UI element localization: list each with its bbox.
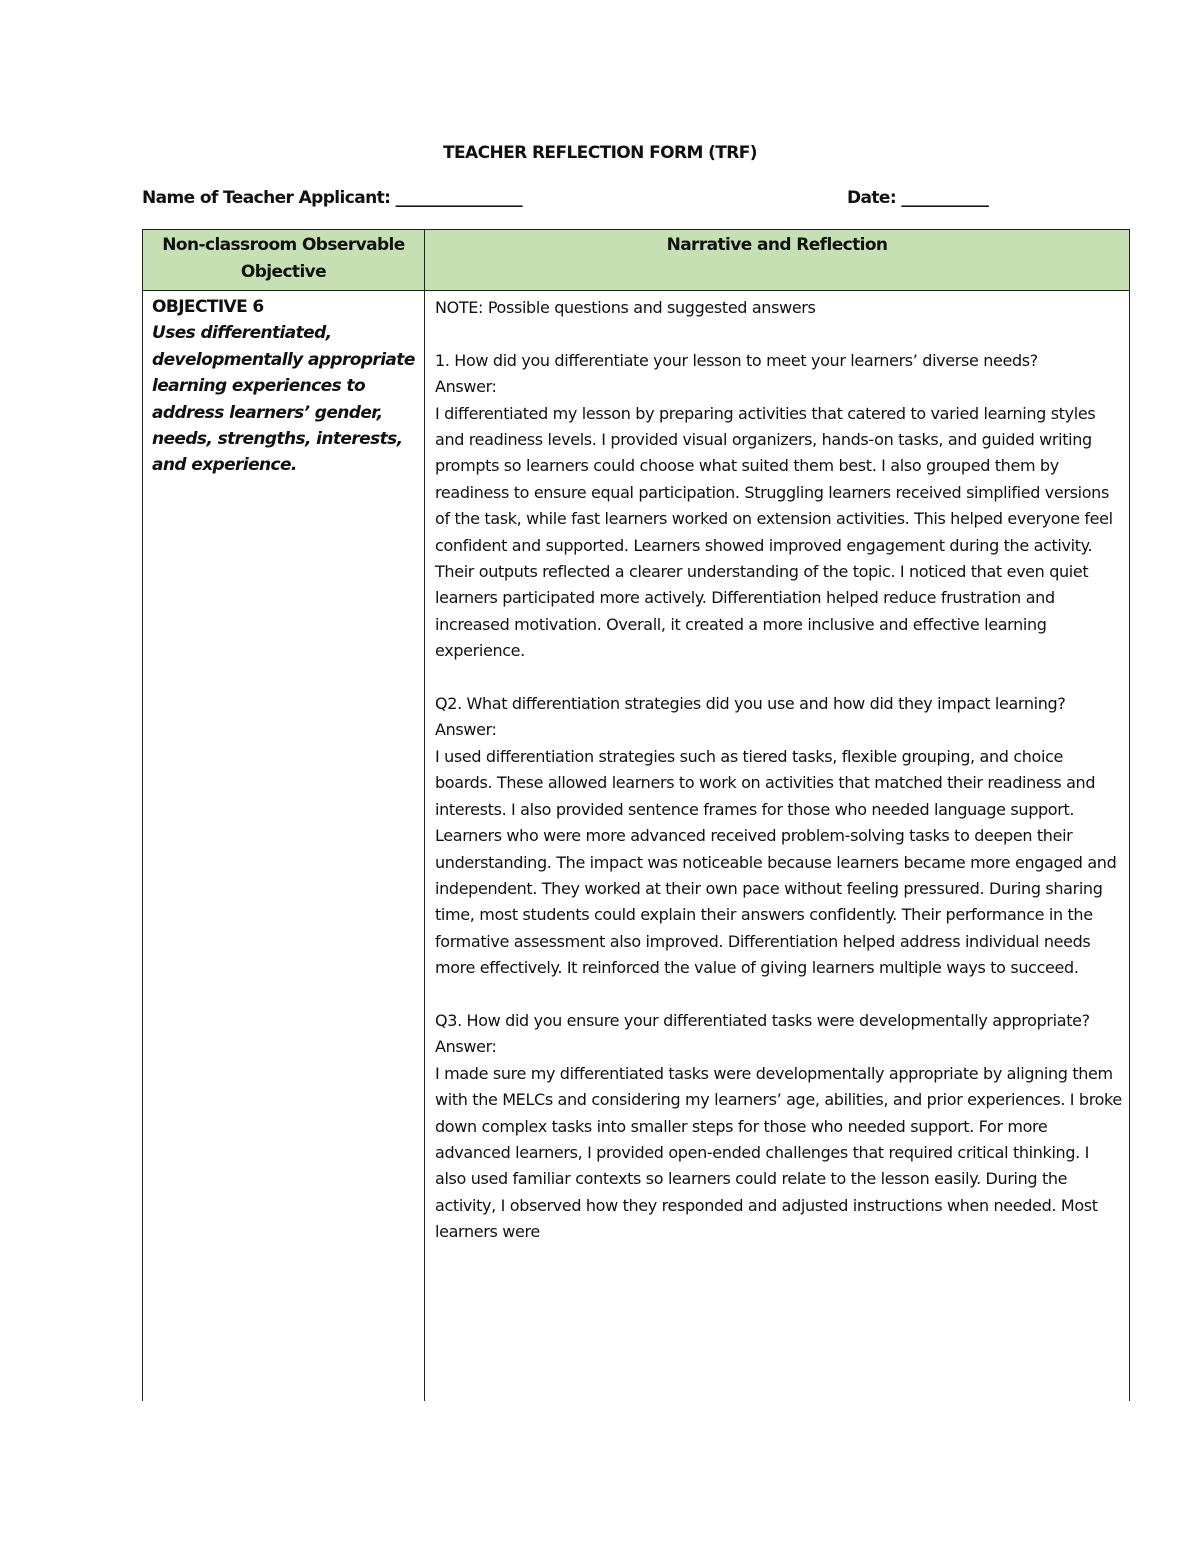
q1-answer-label: Answer: [435,377,497,397]
header-objective [143,230,425,291]
q3-answer: I made sure my differentiated tasks were developmentally appropriate by aligning them with the MELCs and considering my learners’ age, abilities, and prior experiences. I broke down complex tasks into smaller steps for those who needed support. For more advanced learners, I provided open-ended challenges that required critical thinking. I also used familiar contexts so learners could relate to the lesson easily. During the activity, I observed how they responded and adjusted instructions when needed. Most learners were [435,1063,1122,1242]
q2-answer-label: Answer: [435,720,497,740]
header-narrative [425,230,1130,291]
header-objective-label: Non-classroom Observable Objective [162,235,405,282]
objective-description: Uses differentiated, developmentally appropriate learning experiences to address learners’ gender, needs, strengths, interests, and experience. [152,323,415,476]
applicant-name-field: Name of Teacher Applicant: ________________ [142,188,523,208]
reflection-table [142,229,1130,1401]
page-title: TEACHER REFLECTION FORM (TRF) [443,143,757,163]
header-narrative-label: Narrative and Reflection [666,235,888,255]
q2-question: Q2. What differentiation strategies did you use and how did they impact learning? [435,694,1066,714]
narrative-note: NOTE: Possible questions and suggested answers [435,298,816,317]
q3-question: Q3. How did you ensure your differentiated tasks were developmentally appropriate? [435,1010,1090,1030]
q1-question: 1. How did you differentiate your lesson to meet your learners’ diverse needs? [435,350,1038,370]
q1-answer: I differentiated my lesson by preparing activities that catered to varied learning styles and readiness levels. I provided visual organizers, hands-on tasks, and guided writing prompts so learners could choose what suited them best. I also grouped them by readiness to ensure equal participation. Struggling learners received simplified versions of the task, while fast learners worked on extension activities. This helped everyone feel confident and supported. Learners showed improved engagement during the activity. Their outputs reflected a clearer understanding of the topic. I noticed that even quiet learners participated more actively. Differentiation helped reduce frustration and increased motivation. Overall, it created a more inclusive and effective learning experience. [435,403,1113,661]
narrative-cell [425,291,1130,1402]
narrative-text [435,295,1123,1246]
objective-title: OBJECTIVE 6 [152,297,264,317]
q3-answer-label: Answer: [435,1037,497,1057]
table-row [143,291,1130,1402]
objective-cell [143,291,425,1402]
q2-answer: I used differentiation strategies such as tiered tasks, flexible grouping, and choice boards. These allowed learners to work on activities that matched their readiness and interests. I also provided sentence frames for those who needed language support. Learners who were more advanced received problem-solving tasks to deepen their understanding. The impact was noticeable because learners became more engaged and independent. They worked at their own pace without feeling pressured. During sharing time, most students could explain their answers confidently. Their performance in the formative assessment also improved. Differentiation helped address individual needs more effectively. It reinforced the value of giving learners multiple ways to succeed. [435,746,1117,978]
date-field: Date: ___________ [847,188,989,208]
table-header-row [143,230,1130,291]
